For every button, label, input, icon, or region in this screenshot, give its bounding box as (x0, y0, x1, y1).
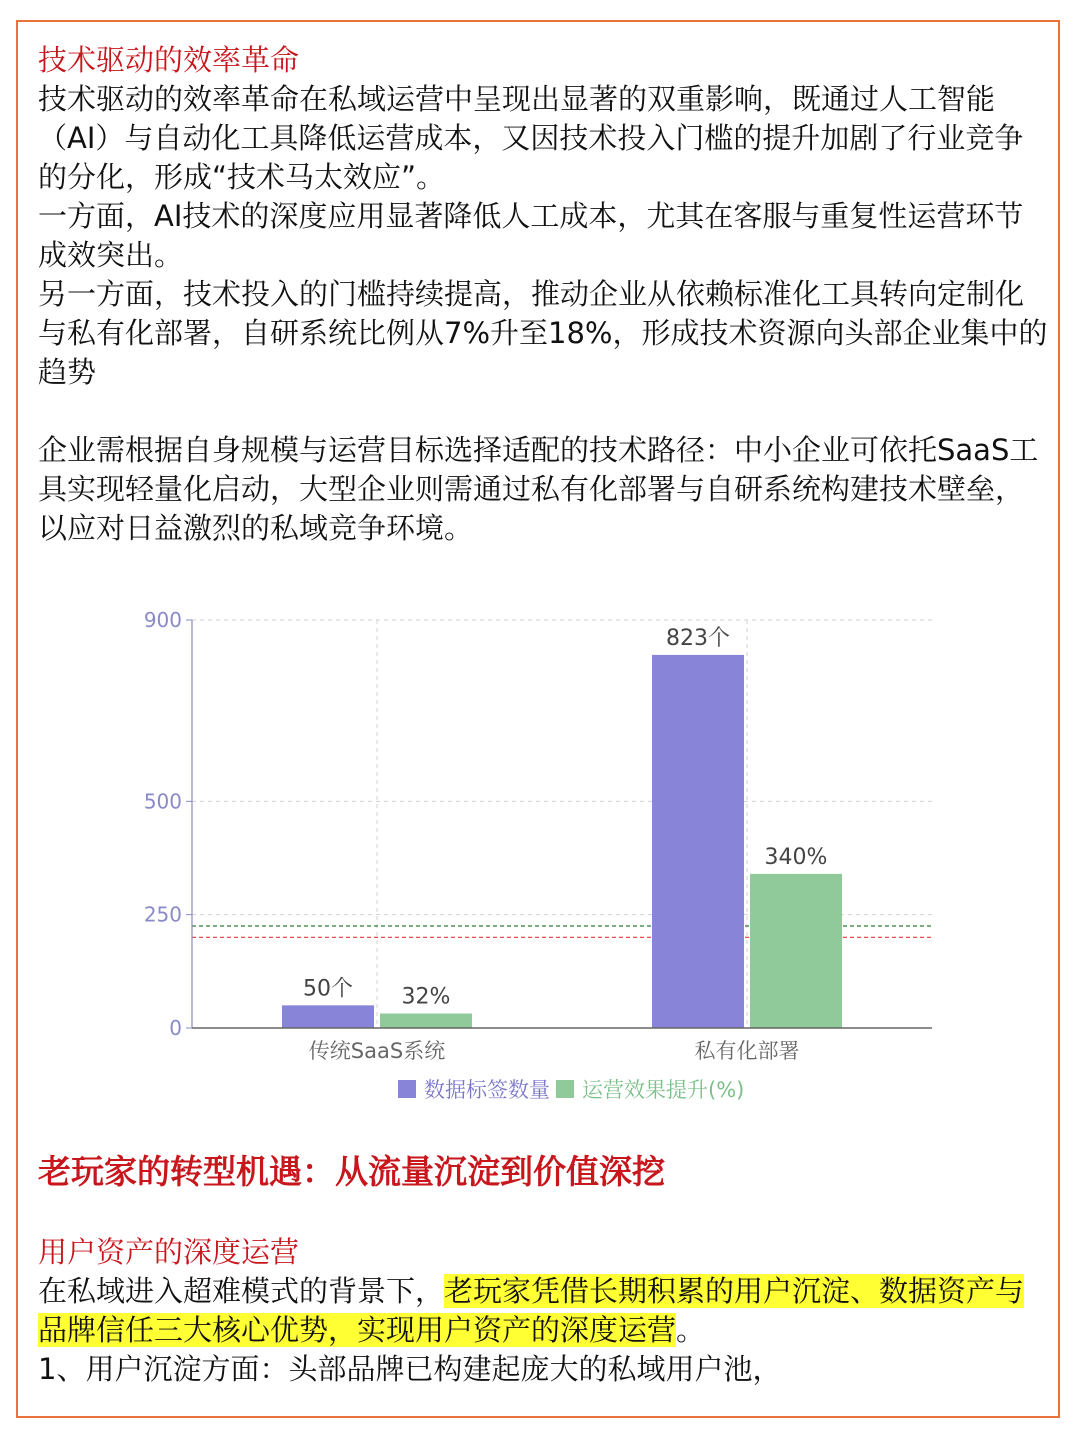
bar (750, 874, 842, 1028)
bar-data-label: 823个 (666, 625, 730, 651)
y-tick-label: 900 (143, 608, 182, 632)
bar-chart (110, 600, 970, 1120)
bar-data-label: 32% (401, 984, 451, 1010)
bar-data-label: 50个 (303, 976, 353, 1002)
paragraph-user-assets-lead: 在私域进入超难模式的背景下， (38, 1274, 445, 1308)
y-tick-label: 500 (143, 789, 182, 814)
section-heading-efficiency: 技术驱动的效率革命 (38, 43, 300, 77)
legend-swatch (556, 1080, 574, 1098)
y-tick-label: 250 (143, 902, 182, 927)
paragraph-threshold: 另一方面，技术投入的门槛持续提高，推动企业从依赖标准化工具转向定制化与私有化部署，自研系统比例从7%升至18%，形成技术资源向头部企业集中的趋势 (38, 277, 1048, 389)
bar (380, 1013, 472, 1028)
paragraph-ai-cost: 一方面，AI技术的深度应用显著降低人工成本，尤其在客服与重复性运营环节成效突出。 (38, 199, 1024, 272)
bar (282, 1005, 374, 1028)
paragraph-intro: 技术驱动的效率革命在私域运营中呈现出显著的双重影响，既通过人工智能（AI）与自动化工具降低运营成本，又因技术投入门槛的提升加剧了行业竞争的分化，形成“技术马太效应”。 (38, 82, 1024, 194)
section-title-transformation: 老玩家的转型机遇：从流量沉淀到价值深挖 (38, 1152, 665, 1191)
paragraph-user-assets (38, 1272, 1048, 1350)
x-tick-label: 传统SaaS系统 (308, 1039, 446, 1063)
bar (652, 655, 744, 1028)
section-transformation (38, 1150, 1048, 1389)
legend-label: 运营效果提升(%) (582, 1078, 745, 1102)
y-tick-label: 0 (169, 1016, 182, 1040)
bar-data-label: 340% (764, 844, 828, 870)
x-tick-label: 私有化部署 (694, 1039, 800, 1063)
section-efficiency (38, 40, 1048, 548)
paragraph-tech-path: 企业需根据自身规模与运营目标选择适配的技术路径：中小企业可依托SaaS工具实现轻量化启动，大型企业则需通过私有化部署与自研系统构建技术壁垒，以应对日益激烈的私域竞争环境。 (38, 433, 1039, 545)
highlighted-text: 老玩家凭借长期积累的用户沉淀、数据资产与品牌信任三大核心优势，实现用户资产的深度运营 (38, 1274, 1025, 1347)
paragraph-user-pool: 1、用户沉淀方面：头部品牌已构建起庞大的私域用户池， (38, 1352, 782, 1386)
paragraph-user-assets-end: 。 (676, 1313, 706, 1347)
legend-swatch (398, 1080, 416, 1098)
legend-label: 数据标签数量 (424, 1078, 550, 1102)
section-heading-user-assets: 用户资产的深度运营 (38, 1235, 300, 1269)
